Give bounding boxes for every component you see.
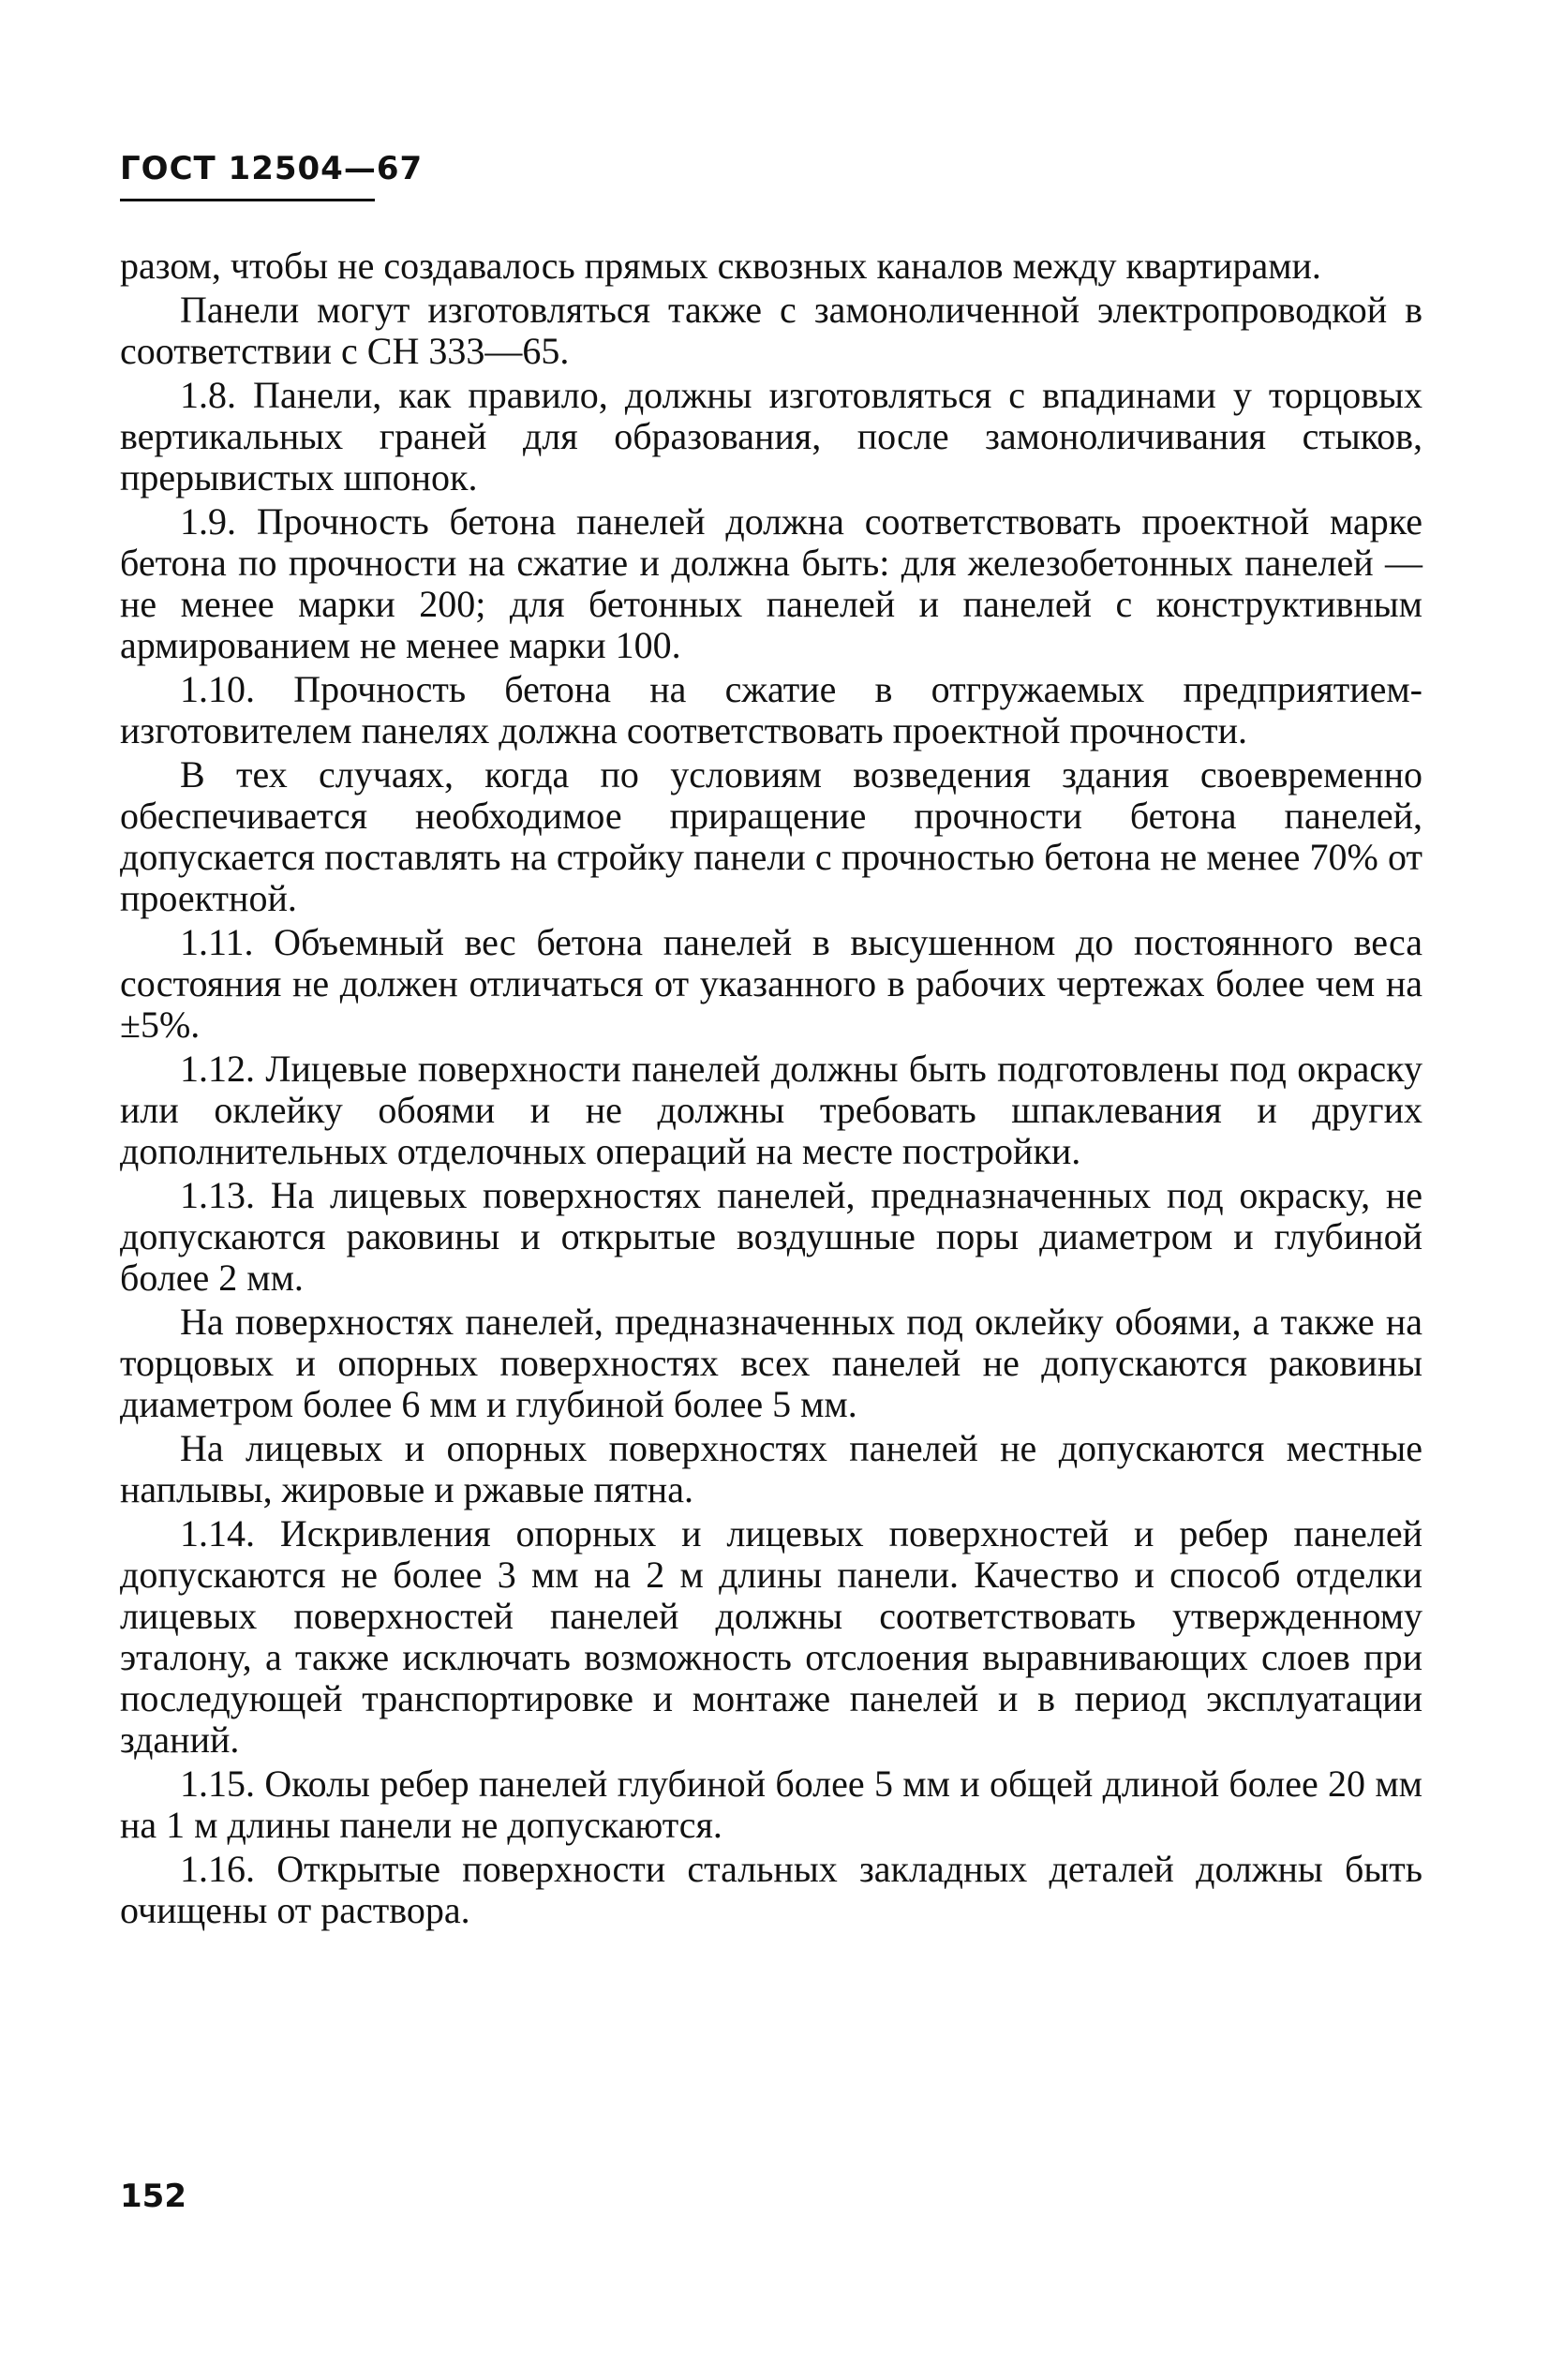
paragraph-1-10-cases: В тех случаях, когда по условиям возведения здания своевременно обеспечивается необходимое приращение прочности бетона панелей, допускается поставлять на стройку панели с прочностью бетона не менее 70% от проектной. xyxy=(120,753,1422,919)
document-header: ГОСТ 12504—67 xyxy=(120,150,424,187)
paragraph-1-13: 1.13. На лицевых поверхностях панелей, предназначенных под окраску, не допускаются раковины и открытые воздушные поры диаметром и глубиной более 2 мм. xyxy=(120,1174,1422,1299)
document-body xyxy=(120,245,1422,1934)
paragraph-1-9: 1.9. Прочность бетона панелей должна соответствовать проектной марке бетона по прочности на сжатие и должна быть: для железобетонных панелей — не менее марки 200; для бетонных панелей и панелей с конструктивным армированием не менее марки 100. xyxy=(120,500,1422,666)
page-number: 152 xyxy=(120,2178,186,2215)
header-underline xyxy=(120,199,375,201)
paragraph-1-13-stains: На лицевых и опорных поверхностях панелей не допускаются местные наплывы, жировые и ржавые пятна. xyxy=(120,1427,1422,1510)
paragraph-1-8: 1.8. Панели, как правило, должны изготовляться с впадинами у торцовых вертикальных граней для образования, после замоноличивания стыков, прерывистых шпонок. xyxy=(120,374,1422,498)
paragraph-1-15: 1.15. Околы ребер панелей глубиной более 5 мм и общей длиной более 20 мм на 1 м длины панели не допускаются. xyxy=(120,1763,1422,1846)
paragraph-wiring: Панели могут изготовляться также с замоноличенной электропроводкой в соответствии с СН 333—65. xyxy=(120,289,1422,372)
paragraph-1-13-wallpaper: На поверхностях панелей, предназначенных под оклейку обоями, а также на торцовых и опорных поверхностях всех панелей не допускаются раковины диаметром более 6 мм и глубиной более 5 мм. xyxy=(120,1301,1422,1425)
paragraph-1-14: 1.14. Искривления опорных и лицевых поверхностей и ребер панелей допускаются не более 3 мм на 2 м длины панели. Качество и способ отделки лицевых поверхностей панелей должны соответствовать утвержденному эталону, а также исключать возможность отслоения выравнивающих слоев при последующей транспортировке и монтаже панелей и в период эксплуатации зданий. xyxy=(120,1512,1422,1761)
paragraph-continuation: разом, чтобы не создавалось прямых сквозных каналов между квартирами. xyxy=(120,245,1321,287)
paragraph-1-12: 1.12. Лицевые поверхности панелей должны быть подготовлены под окраску или оклейку обоями и не должны требовать шпаклевания и других дополнительных отделочных операций на месте постройки. xyxy=(120,1048,1422,1172)
paragraph-1-10: 1.10. Прочность бетона на сжатие в отгружаемых предприятием-изготовителем панелях должна соответствовать проектной прочности. xyxy=(120,668,1422,751)
paragraph-1-11: 1.11. Объемный вес бетона панелей в высушенном до постоянного веса состояния не должен отличаться от указанного в рабочих чертежах более чем на ±5%. xyxy=(120,921,1422,1046)
paragraph-1-16: 1.16. Открытые поверхности стальных закладных деталей должны быть очищены от раствора. xyxy=(120,1848,1422,1931)
